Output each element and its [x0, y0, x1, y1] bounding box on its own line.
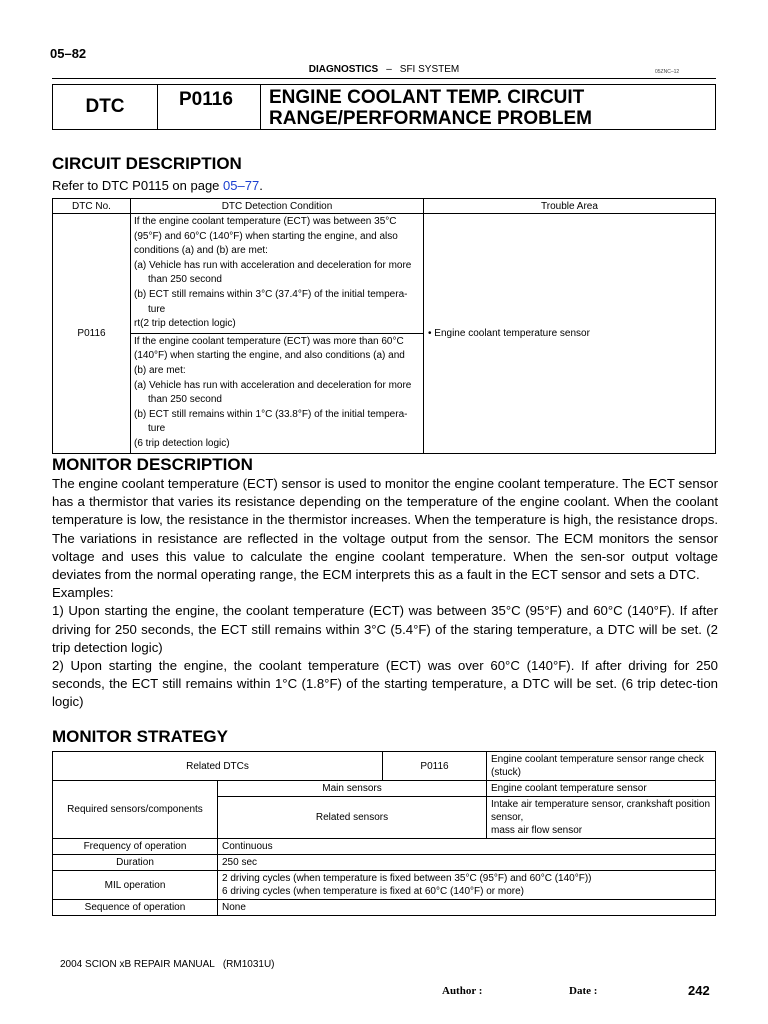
dtc-title-line2: RANGE/PERFORMANCE PROBLEM: [269, 108, 593, 129]
example-2: 2) Upon starting the engine, the coolant temperature (ECT) was over 60°C (140°F). If after driving for 250 seconds, the ECT still remains within 1°C (1.8°F) of the starting temperature, a DTC will be set. (6 trip detec-tion logic): [52, 658, 718, 710]
dtc-no-cell: P0116: [53, 214, 131, 454]
circuit-description-heading: CIRCUIT DESCRIPTION: [52, 154, 242, 173]
condition-line: ture: [148, 303, 166, 315]
dtc-title-line1: ENGINE COOLANT TEMP. CIRCUIT: [269, 87, 585, 108]
condition-line: rt(2 trip detection logic): [134, 318, 236, 330]
monitor-description-body: [52, 475, 718, 712]
dtc-title: [269, 87, 592, 129]
running-header: [0, 64, 768, 75]
manual-footer: 2004 SCION xB REPAIR MANUAL (RM1031U): [60, 959, 275, 970]
dtc-table: [52, 198, 716, 454]
related-dtcs-desc: Engine coolant temperature sensor range check (stuck): [487, 752, 716, 781]
condition-line: than 250 second: [148, 394, 222, 406]
refer-prefix: Refer to DTC P0115 on page: [52, 178, 224, 193]
sequence-label: Sequence of operation: [53, 900, 218, 916]
condition-line: (a) Vehicle has run with acceleration and deceleration for more: [134, 379, 412, 391]
condition-line: (b) ECT still remains within 3°C (37.4°F) of the initial tempera-: [134, 288, 408, 300]
dtc-title-box: [52, 84, 716, 130]
refer-link[interactable]: 05–77: [223, 178, 260, 193]
related-dtcs-label: Related DTCs: [53, 752, 383, 781]
condition-line: than 250 second: [148, 274, 222, 286]
refer-suffix: .: [259, 178, 263, 193]
trouble-area-cell: • Engine coolant temperature sensor: [424, 214, 716, 454]
system-name: SFI SYSTEM: [399, 64, 460, 75]
frequency-label: Frequency of operation: [53, 839, 218, 855]
date-label: Date :: [569, 985, 598, 997]
duration-value: 250 sec: [218, 855, 716, 871]
mil-line: 6 driving cycles (when temperature is fixed at 60°C (140°F) or more): [222, 886, 525, 897]
header-rule: [52, 78, 716, 79]
detection-condition-2: [131, 333, 424, 453]
examples-label: Examples:: [52, 585, 114, 601]
condition-line: If the engine coolant temperature (ECT) was between 35°C: [134, 216, 397, 227]
monitor-paragraph: The engine coolant temperature (ECT) sensor is used to monitor the engine coolant temperature. The ECT sensor has a thermistor that varies its resistance depending on the temperature of the engine coolant. When the coolant temperature is low, the resistance in the thermistor increases. When the temperature is high, the resistance drops. The variations in resistance are reflected in the voltage output from the sensor. The ECM monitors the sensor voltage and uses this value to calculate the engine coolant temperature. When the sen-sor output voltage deviates from the normal operating range, the ECM interprets this as a fault in the ECT sensor and sets a DTC.: [52, 476, 718, 583]
related-sensors-value: [487, 797, 716, 839]
dtc-table-header: DTC Detection Condition: [131, 199, 424, 214]
condition-line: (95°F) and 60°C (140°F) when starting the engine, and also: [134, 230, 398, 242]
related-sensors-line: Intake air temperature sensor, crankshaft position sensor,: [491, 799, 711, 823]
detection-condition-1: [131, 214, 424, 334]
duration-label: Duration: [53, 855, 218, 871]
related-dtcs-code: P0116: [383, 752, 487, 781]
dtc-table-header: Trouble Area: [424, 199, 716, 214]
dtc-code: P0116: [157, 85, 261, 129]
doc-code: 05ZNC–12: [655, 69, 680, 75]
main-sensors-label: Main sensors: [218, 781, 487, 797]
monitor-description-heading: MONITOR DESCRIPTION: [52, 455, 253, 474]
related-sensors-label: Related sensors: [218, 797, 487, 839]
condition-line: (6 trip detection logic): [134, 437, 230, 449]
related-sensors-line: mass air flow sensor: [491, 825, 583, 836]
section-name: DIAGNOSTICS: [308, 64, 379, 75]
required-sensors-label: Required sensors/components: [53, 781, 218, 839]
footer-page-number: 242: [688, 983, 710, 998]
condition-line: (b) ECT still remains within 1°C (33.8°F) of the initial tempera-: [134, 408, 408, 420]
header-separator: –: [386, 64, 392, 75]
main-sensors-value: Engine coolant temperature sensor: [487, 781, 716, 797]
monitor-strategy-heading: MONITOR STRATEGY: [52, 727, 228, 746]
sequence-value: None: [218, 900, 716, 916]
mil-value: [218, 871, 716, 900]
page-number: 05–82: [50, 46, 87, 61]
condition-line: (b) are met:: [134, 364, 186, 376]
condition-line: ture: [148, 423, 166, 435]
dtc-table-header: DTC No.: [53, 199, 131, 214]
condition-line: conditions (a) and (b) are met:: [134, 245, 268, 257]
refer-text: [52, 178, 263, 193]
author-label: Author :: [442, 985, 483, 997]
condition-line: (a) Vehicle has run with acceleration and deceleration for more: [134, 259, 412, 271]
condition-line: (140°F) when starting the engine, and also conditions (a) and: [134, 350, 405, 362]
mil-line: 2 driving cycles (when temperature is fixed between 35°C (95°F) and 60°C (140°F)): [222, 873, 592, 884]
condition-line: If the engine coolant temperature (ECT) was more than 60°C: [134, 335, 404, 347]
mil-label: MIL operation: [53, 871, 218, 900]
frequency-value: Continuous: [218, 839, 716, 855]
dtc-label: DTC: [53, 85, 158, 129]
monitor-strategy-table: [52, 751, 716, 916]
example-1: 1) Upon starting the engine, the coolant temperature (ECT) was between 35°C (95°F) and 60°C (140°F). If after driving for 250 seconds, the ECT still remains within 3°C (5.4°F) of the staring temperature, a DTC will be set. (2 trip detection logic): [52, 603, 718, 655]
